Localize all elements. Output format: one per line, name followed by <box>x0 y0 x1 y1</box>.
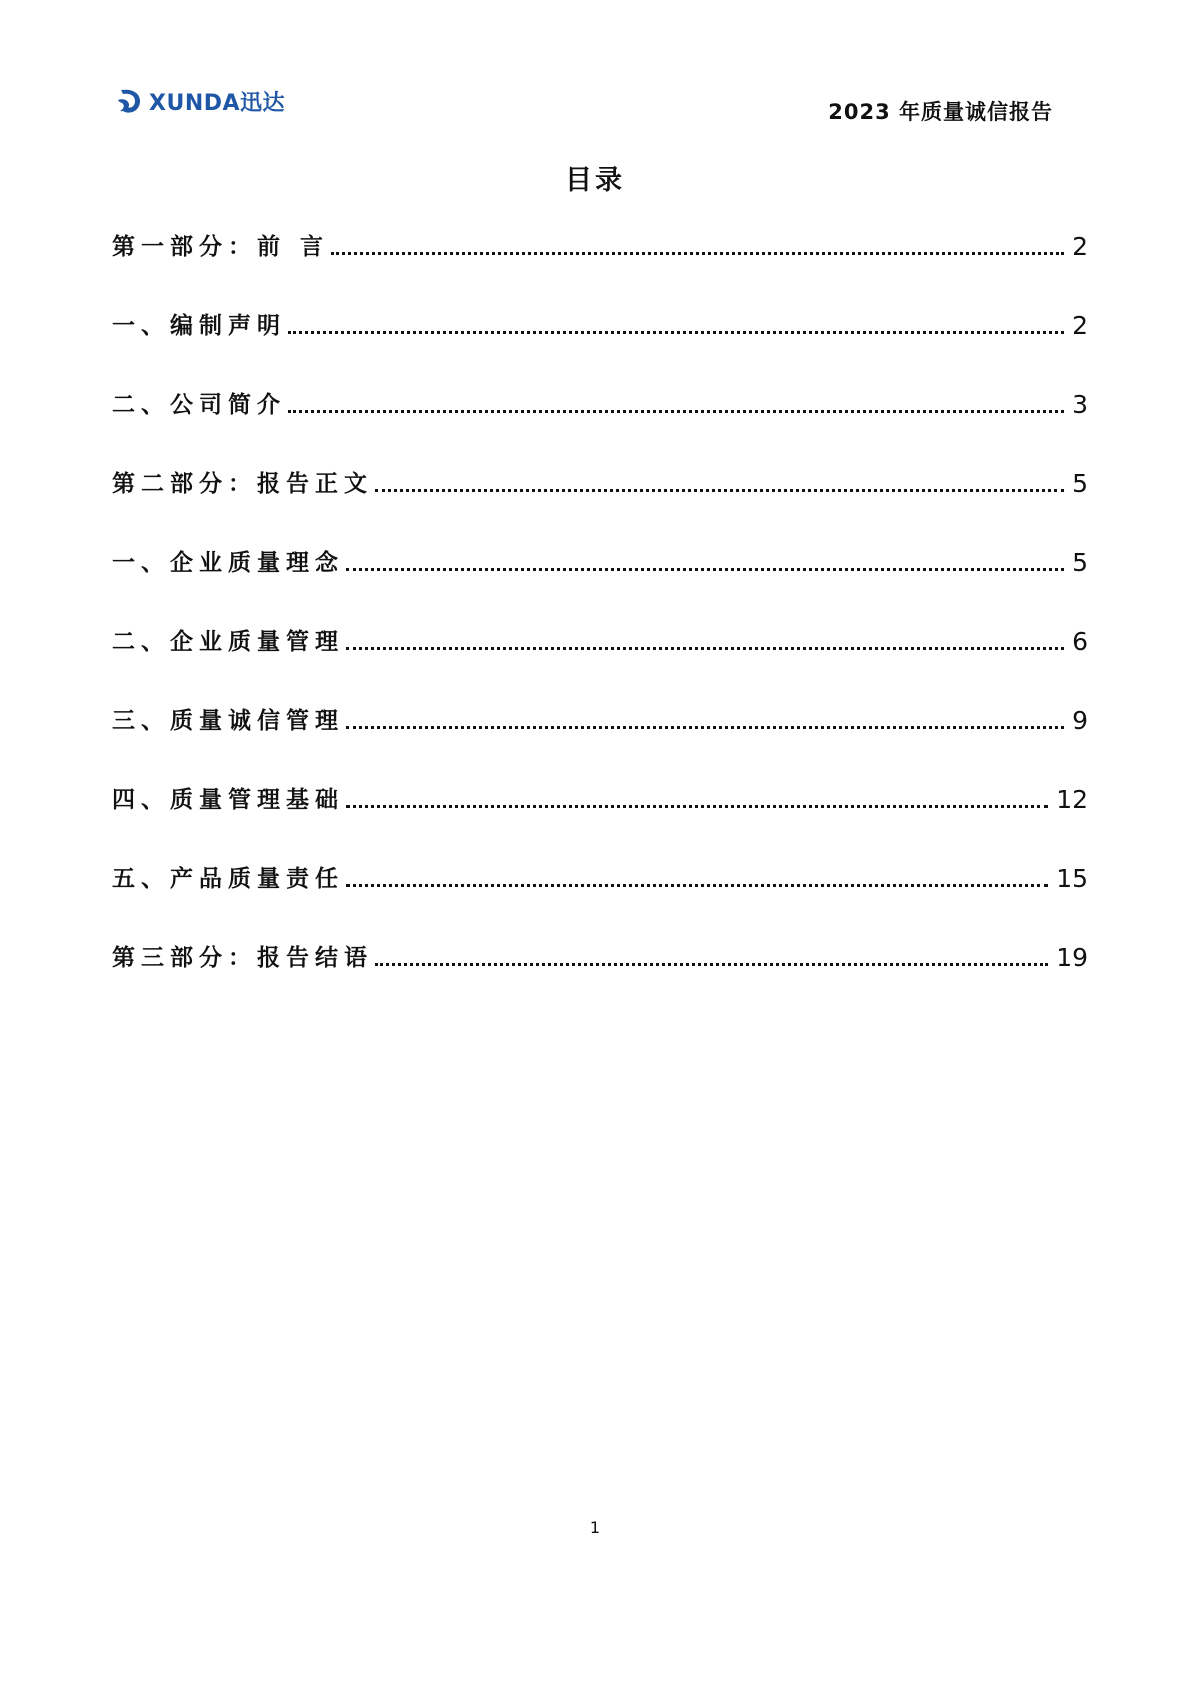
toc-entry-page: 3 <box>1072 390 1088 419</box>
toc-entry-page: 6 <box>1072 627 1088 656</box>
toc-dot-leader <box>288 409 1064 413</box>
report-title: 2023 年质量诚信报告 <box>828 100 1053 124</box>
toc-dot-leader <box>288 330 1064 334</box>
toc-entry-label: 五、产品质量责任 <box>112 865 344 892</box>
toc-entry-label: 二、企业质量管理 <box>112 628 344 655</box>
toc-entry-label: 第三部分：报告结语 <box>112 944 373 971</box>
toc-entry[interactable] <box>112 934 1088 974</box>
toc-entry[interactable] <box>112 855 1088 895</box>
toc-entry-page: 5 <box>1072 469 1088 498</box>
toc-entry-page: 2 <box>1072 232 1088 261</box>
toc-dot-leader <box>346 646 1064 650</box>
toc-entry-page: 15 <box>1056 864 1088 893</box>
toc-entry-label: 第二部分：报告正文 <box>112 470 373 497</box>
toc-entry-label: 第一部分：前 言 <box>112 233 330 260</box>
company-logo <box>115 86 285 116</box>
toc-entry-label: 一、企业质量理念 <box>112 549 344 576</box>
toc-entry[interactable] <box>112 223 1088 263</box>
toc-entry[interactable] <box>112 618 1088 658</box>
toc-entry[interactable] <box>112 697 1088 737</box>
toc-dot-leader <box>331 251 1064 255</box>
toc-entry-page: 12 <box>1056 785 1088 814</box>
toc-entry-label: 三、质量诚信管理 <box>112 707 344 734</box>
xunda-logo-icon <box>115 86 145 116</box>
toc-heading: 目录 <box>565 165 625 196</box>
toc-entry[interactable] <box>112 460 1088 500</box>
toc-dot-leader <box>375 962 1048 966</box>
toc-dot-leader <box>346 883 1048 887</box>
toc-entry[interactable] <box>112 776 1088 816</box>
toc-entry[interactable] <box>112 381 1088 421</box>
toc-entry-page: 5 <box>1072 548 1088 577</box>
toc-entry-label: 四、质量管理基础 <box>112 786 344 813</box>
toc-entry-page: 2 <box>1072 311 1088 340</box>
toc-entry-page: 9 <box>1072 706 1088 735</box>
toc-entry-page: 19 <box>1056 943 1088 972</box>
toc-entry-label: 一、编制声明 <box>112 312 286 339</box>
toc-entry[interactable] <box>112 539 1088 579</box>
logo-text: XUNDA迅达 <box>149 90 286 116</box>
toc-dot-leader <box>346 804 1048 808</box>
toc-entry-label: 二、公司简介 <box>112 391 286 418</box>
toc-dot-leader <box>375 488 1064 492</box>
page-number: 1 <box>589 1518 601 1537</box>
toc-dot-leader <box>346 567 1064 571</box>
toc-entry[interactable] <box>112 302 1088 342</box>
toc-dot-leader <box>346 725 1064 729</box>
